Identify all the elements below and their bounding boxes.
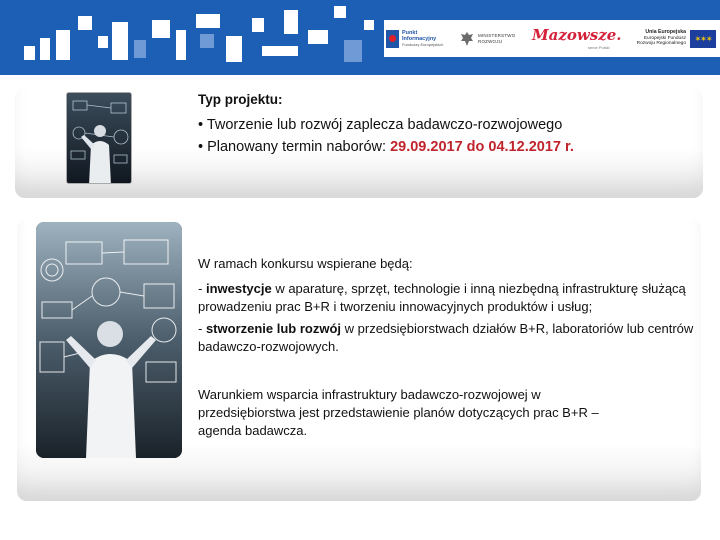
fe-line1: Punkt	[402, 29, 418, 36]
support-item-keyword: stworzenie lub rozwój	[205, 321, 342, 336]
deco-square	[196, 14, 220, 28]
support-item-text: w aparaturę, sprzęt, technologie i inną niezbędną infrastrukturę służącą prowadzeniu prac B+R i tworzeniu innowacyjnych produktów i usług;	[198, 281, 686, 314]
fe-line2: Informacyjny	[402, 35, 437, 42]
deco-square	[200, 34, 214, 48]
eu-line1: Unia Europejska	[645, 29, 686, 36]
deco-square	[308, 30, 328, 44]
support-condition: Warunkiem wsparcia infrastruktury badawczo-rozwojowej w przedsiębiorstwa jest przedstawienie planów dotyczących prac B+R – agenda badawcza.	[198, 387, 599, 438]
deco-square	[40, 38, 50, 60]
eu-line3: Rozwoju Regionalnego	[636, 41, 686, 47]
eu-line2: Europejski Fundusz	[643, 35, 686, 41]
bullet-rd-facilities: • Tworzenie lub rozwój zaplecza badawczo-rozwojowego	[198, 117, 563, 133]
project-type-title: Typ projektu:	[198, 92, 283, 107]
support-item-dash: -	[198, 281, 206, 296]
support-item-dash: -	[198, 321, 206, 336]
mazowsze-logo	[532, 25, 624, 52]
mazowsze-text: Mazowsze.	[532, 25, 622, 44]
deco-square	[112, 22, 128, 60]
call-dates-value: 29.09.2017 do 04.12.2017 r.	[390, 139, 574, 155]
deco-square	[134, 40, 146, 58]
support-item-rd-units	[198, 320, 698, 356]
eagle-emblem-icon	[460, 31, 474, 47]
eu-flag-icon: ✶✶✶	[690, 30, 716, 48]
deco-square	[176, 30, 186, 60]
support-item-investments	[198, 280, 698, 316]
deco-square	[334, 6, 346, 18]
deco-square	[284, 10, 298, 34]
header-band	[0, 0, 720, 75]
deco-square	[252, 18, 264, 32]
mazowsze-sub: serce Polski	[588, 44, 610, 50]
ministry-line2: ROZWOJU	[478, 38, 503, 44]
deco-square	[152, 20, 170, 38]
ministry-line1: MINISTERSTWO	[478, 33, 516, 38]
deco-square	[78, 16, 92, 30]
deco-square	[364, 20, 374, 30]
support-intro: W ramach konkursu wspierane będą:	[198, 256, 413, 271]
fe-mark-icon	[386, 30, 399, 48]
deco-square	[226, 36, 242, 62]
deco-square	[344, 40, 362, 62]
tech-photo-large	[36, 222, 182, 458]
deco-square	[262, 46, 298, 56]
bullet-call-dates-label: • Planowany termin naborów:	[198, 139, 391, 155]
eu-logo	[624, 25, 718, 52]
deco-square	[56, 30, 70, 60]
fe-logo	[386, 25, 458, 52]
logo-strip	[384, 20, 720, 57]
fe-sub: Funduszy Europejskich	[402, 41, 444, 47]
bullet-call-dates	[198, 138, 574, 156]
deco-square	[24, 46, 35, 60]
ministry-logo	[460, 25, 530, 52]
deco-square	[98, 36, 108, 48]
support-item-keyword: inwestycje	[205, 281, 272, 296]
tech-photo-small	[66, 92, 132, 184]
support-item-text: w przedsiębiorstwach działów B+R, laboratoriów lub centrów badawczo-rozwojowych.	[198, 321, 694, 354]
